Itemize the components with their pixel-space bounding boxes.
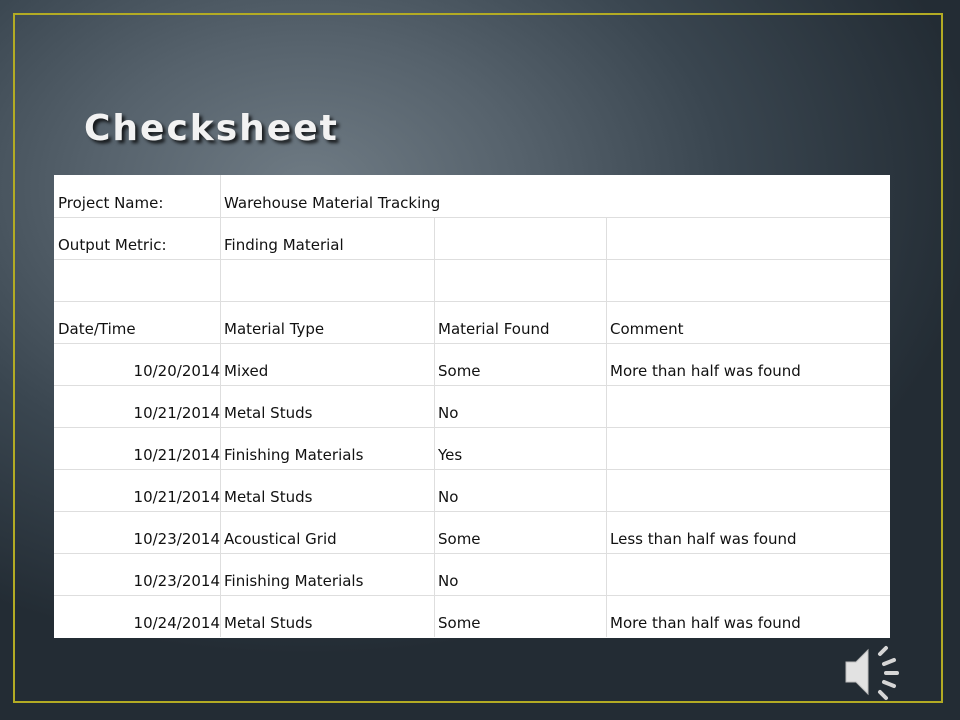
material-type-cell: Metal Studs [221,470,435,512]
speaker-icon[interactable] [842,640,906,704]
table-row [55,344,890,386]
table-row [55,218,890,260]
date-cell: 10/21/2014 [55,470,221,512]
table-cell [607,218,890,260]
column-header-material-found: Material Found [435,302,607,344]
table-row [55,428,890,470]
table-cell [607,176,890,218]
column-header-date: Date/Time [55,302,221,344]
output-metric-label: Output Metric: [55,218,221,260]
material-type-cell: Finishing Materials [221,554,435,596]
date-cell: 10/24/2014 [55,596,221,638]
table-row [55,596,890,638]
slide-title: Checksheet [84,108,339,149]
comment-cell [607,470,890,512]
table-cell [55,260,221,302]
date-cell: 10/21/2014 [55,386,221,428]
column-header-comment: Comment [607,302,890,344]
material-type-cell: Acoustical Grid [221,512,435,554]
table-row [55,554,890,596]
table-cell [607,260,890,302]
date-cell: 10/23/2014 [55,554,221,596]
material-found-cell: No [435,386,607,428]
material-found-cell: No [435,470,607,512]
table-row [55,470,890,512]
comment-cell: Less than half was found [607,512,890,554]
comment-cell: More than half was found [607,596,890,638]
material-type-cell: Mixed [221,344,435,386]
material-found-cell: Some [435,512,607,554]
table-row [55,512,890,554]
comment-cell: More than half was found [607,344,890,386]
material-found-cell: Yes [435,428,607,470]
table-cell [435,218,607,260]
date-cell: 10/23/2014 [55,512,221,554]
output-metric-value: Finding Material [221,218,435,260]
material-type-cell: Metal Studs [221,596,435,638]
material-type-cell: Metal Studs [221,386,435,428]
project-name-value: Warehouse Material Tracking [221,176,607,218]
material-found-cell: Some [435,596,607,638]
comment-cell [607,428,890,470]
table-cell [435,260,607,302]
comment-cell [607,386,890,428]
date-cell: 10/21/2014 [55,428,221,470]
table-row [55,260,890,302]
checksheet-table [54,175,890,638]
material-found-cell: Some [435,344,607,386]
table-cell [221,260,435,302]
material-found-cell: No [435,554,607,596]
comment-cell [607,554,890,596]
table-row [55,386,890,428]
column-header-material-type: Material Type [221,302,435,344]
material-type-cell: Finishing Materials [221,428,435,470]
table-row [55,176,890,218]
date-cell: 10/20/2014 [55,344,221,386]
project-name-label: Project Name: [55,176,221,218]
header-row [55,302,890,344]
